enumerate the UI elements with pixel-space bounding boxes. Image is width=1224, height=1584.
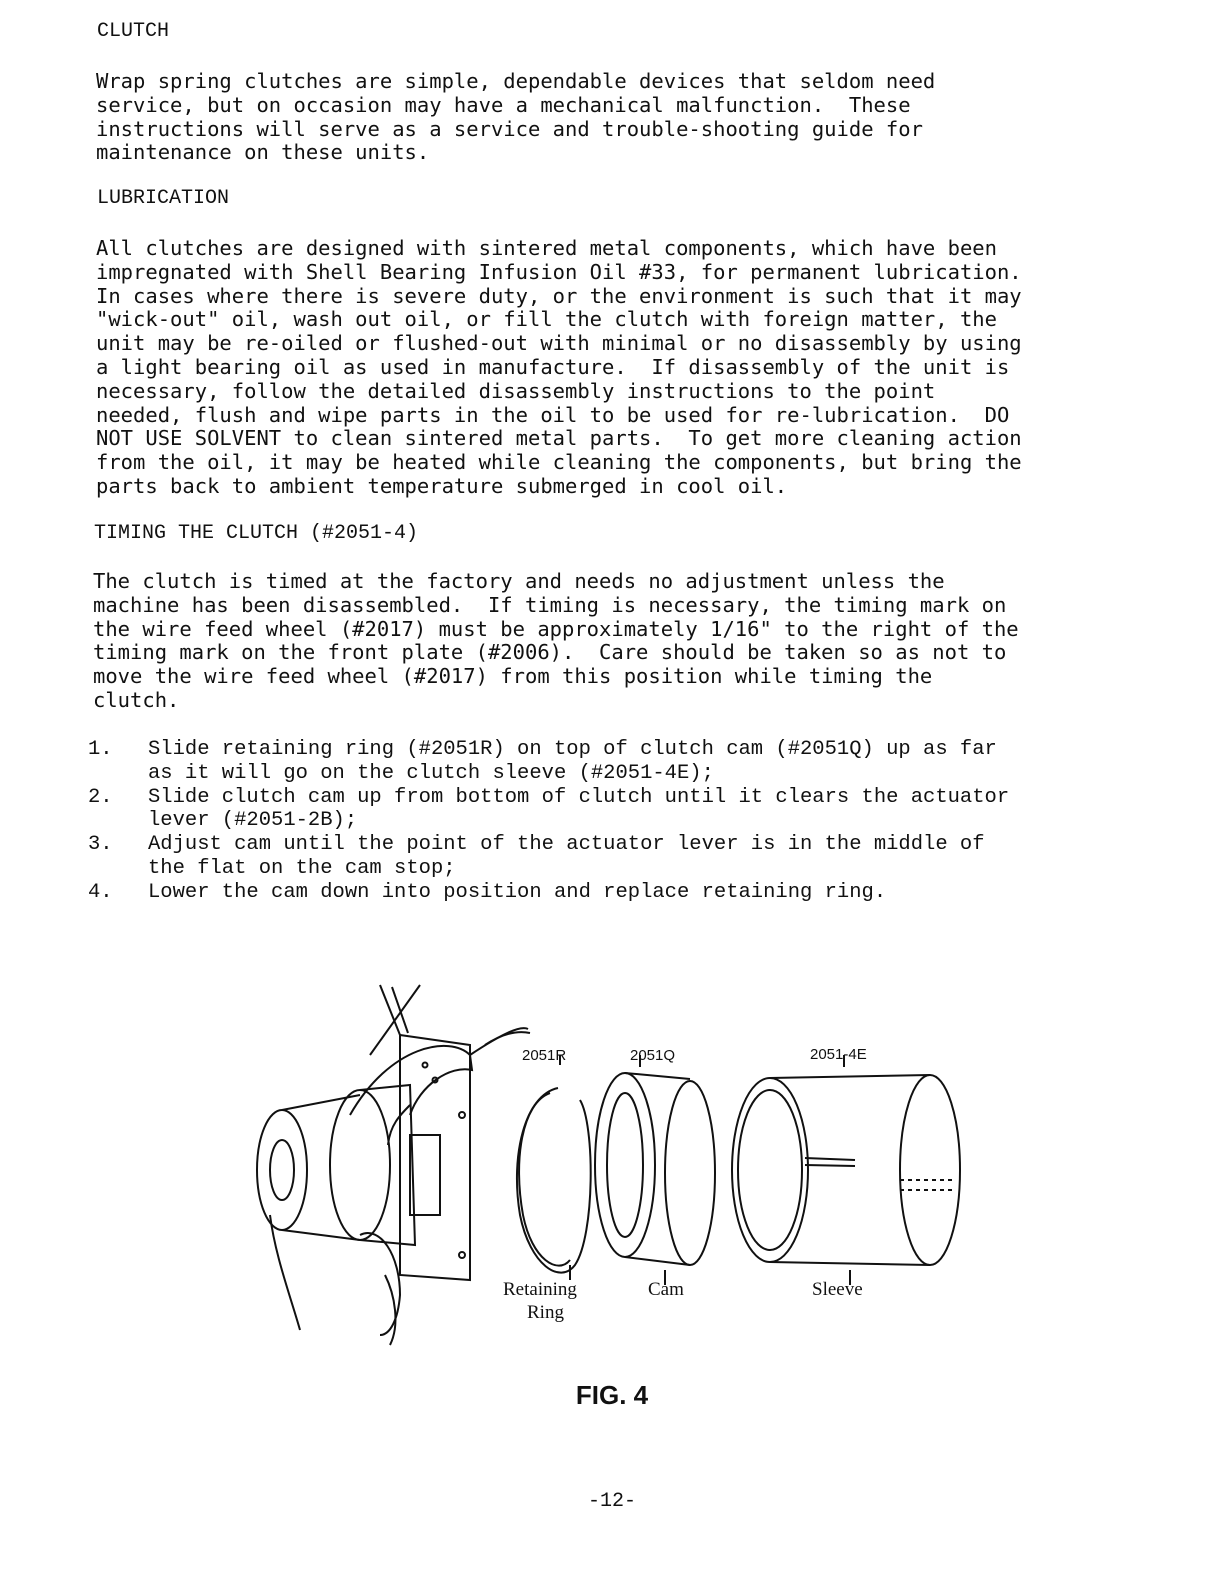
clutch-heading: CLUTCH [97,20,170,43]
retaining-ring-part [517,1055,591,1280]
timing-steps-list [88,738,1009,905]
part-number-cam: 2051Q [630,1047,676,1064]
step-number: 4. [88,880,113,904]
part-number-retaining-ring: 2051R [522,1047,567,1064]
label-cam: Cam [648,1279,684,1300]
timing-heading: TIMING THE CLUTCH (#2051-4) [94,522,419,545]
list-item [88,833,1009,881]
step-text: Slide clutch cam up from bottom of clutch until it clears the actuator lever (#2051-2B); [148,785,1010,833]
step-text: Lower the cam down into position and replace retaining ring. [148,880,887,904]
step-text: Adjust cam until the point of the actuator lever is in the middle of the flat on the cam stop; [148,833,985,880]
step-number: 1. [88,738,113,761]
list-item [88,881,1009,905]
list-item [88,786,1009,834]
lubrication-paragraph: All clutches are designed with sintered metal components, which have been impregnated with Shell Bearing Infusion Oil #33, for permanent lubrication. In cases where there is severe duty, or the environment is such that it may "wick-out" oil, wash out oil, or fill the clutch with foreign matter, the unit may be re-oiled or flushed-out with minimal or no disassembly by using a light bearing oil as used in manufacture. If disassembly of the unit is necessary, follow the detailed disassembly instructions to the point needed, flush and wipe parts in the oil to be used for re-lubrication. DO NOT USE SOLVENT to clean sintered metal parts. To get more cleaning action from the oil, it may be heated while cleaning the components, but bring the parts back to ambient temperature submerged in cool oil. [96,236,1022,498]
clutch-paragraph: Wrap spring clutches are simple, dependable devices that seldom need service, but on occasion may have a mechanical malfunction. These instructions will serve as a service and trouble-shooting guide for maintenance on these units. [96,69,936,165]
cam-part [595,1055,715,1285]
page-number: -12- [587,1490,636,1513]
step-number: 2. [88,785,113,809]
label-sleeve: Sleeve [812,1279,863,1300]
label-retaining-ring-line1: Retaining [503,1279,577,1300]
lubrication-heading: LUBRICATION [97,187,230,210]
label-retaining-ring-line2: Ring [527,1302,564,1323]
clutch-exploded-figure [240,975,980,1355]
timing-paragraph: The clutch is timed at the factory and needs no adjustment unless the machine has been disassembled. If timing is necessary, the timing mark on the wire feed wheel (#2017) must be approximately 1/16" to the right of the timing mark on the front plate (#2006). Care should be taken so as not to move the wire feed wheel (#2017) from this position while timing the clutch. [93,569,1019,712]
sleeve-part [732,1055,960,1285]
figure-caption: FIG. 4 [575,1380,649,1410]
hand-and-clutch-assembly-illustration [257,985,530,1345]
step-number: 3. [88,833,113,857]
part-number-sleeve: 2051-4E [810,1046,867,1063]
step-text: Slide retaining ring (#2051R) on top of clutch cam (#2051Q) up as far as it will go on the clutch sleeve (#2051-4E); [148,738,997,785]
list-item [88,738,1009,786]
